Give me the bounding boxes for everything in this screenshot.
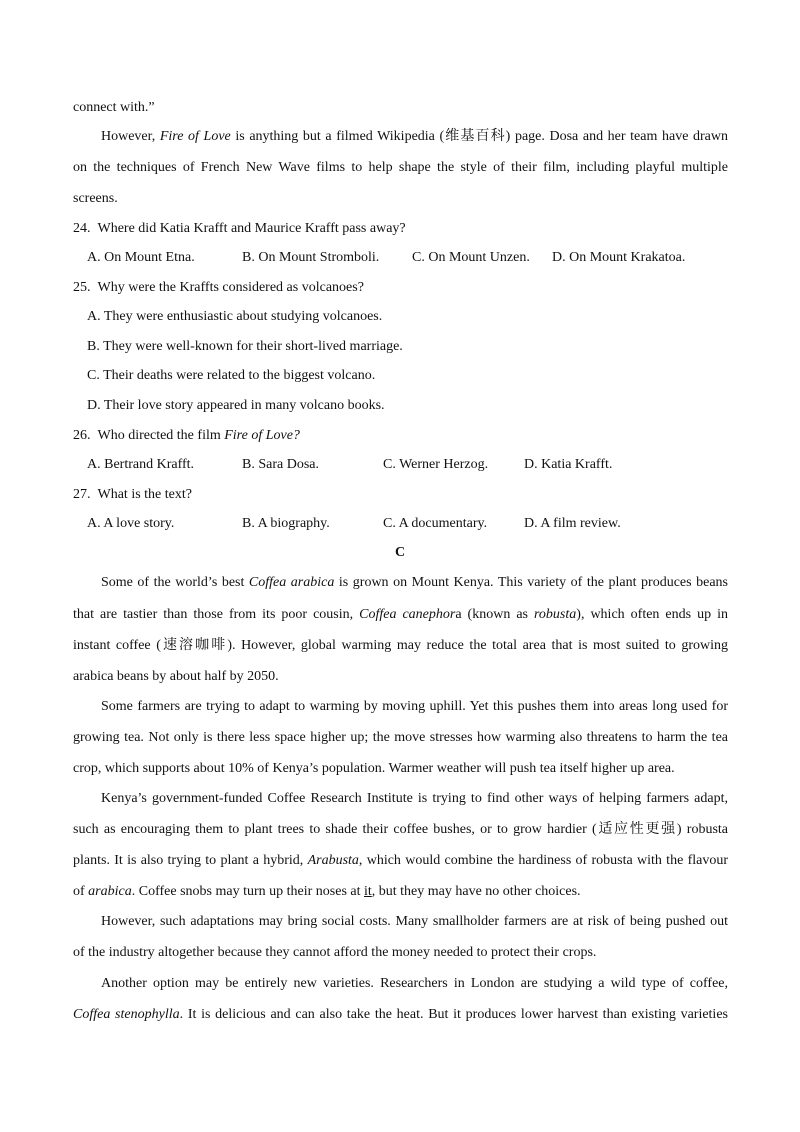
passage-line [101,127,728,147]
passage-line [73,882,728,902]
option-b[interactable]: B. A biography. [242,516,330,531]
question-stem [73,426,728,446]
passage-line [73,605,728,625]
passage-text: such as encouraging them to plant trees to shade their coffee bushes, or to grow hardier (适应性更强) robusta [73,822,728,837]
passage-text: , which would combine the hardiness of robusta with the flavour [358,853,728,868]
passage-line [73,728,728,748]
passage-line [73,158,728,178]
passage-text: . Coffee snobs may turn up their noses at [131,884,364,899]
passage-line [73,189,728,209]
option-a[interactable]: A. A love story. [87,516,175,531]
section-heading: C [394,545,406,560]
passage-line [101,789,728,809]
species-name: arabica [88,884,132,899]
passage-text: connect with.” [73,100,155,115]
passage-text: plants. It is also trying to plant a hybrid, [73,853,308,868]
options-row [87,248,727,268]
options-row [87,514,727,534]
option-b[interactable]: B. On Mount Stromboli. [242,250,380,265]
passage-text: of [73,884,89,899]
option-a[interactable]: A. They were enthusiastic about studying volcanoes. [87,309,383,324]
species-name: Arabusta [307,853,359,868]
passage-text: growing tea. Not only is there less space higher up; the move stresses how warming also threatens to harm the tea [73,730,728,745]
passage-text: Another option may be entirely new varieties. Researchers in London are studying a wild type of coffee, [101,976,728,991]
passage-line [73,759,728,779]
passage-text: arabica beans by about half by 2050. [73,669,279,684]
option-c[interactable]: C. Their deaths were related to the biggest volcano. [87,368,376,383]
passage-text: crop, which supports about 10% of Kenya’s population. Warmer weather will push tea itself higher up area. [73,761,675,776]
question-text: Who directed the film [97,428,225,443]
option-b[interactable]: B. They were well-known for their short-lived marriage. [87,339,403,354]
passage-line [101,974,728,994]
option-c[interactable]: C. A documentary. [383,516,488,531]
question-number: 24. [73,221,91,236]
option-d[interactable]: D. Their love story appeared in many volcano books. [87,398,385,413]
passage-line [73,1005,728,1025]
options-row [87,455,727,475]
passage-text: that are tastier than those from its poor cousin, [73,607,360,622]
passage-text: instant coffee (速溶咖啡). However, global warming may reduce the total area that is most suited to growing [73,638,728,653]
question-text: What is the text? [97,487,192,502]
option-d[interactable]: D. On Mount Krakatoa. [552,250,686,265]
passage-text: on the techniques of French New Wave films to help shape the style of their film, including playful multiple [73,160,728,175]
passage-text: of the industry altogether because they cannot afford the money needed to protect their crops. [73,945,597,960]
species-name: Coffea canephor [359,607,456,622]
question-stem [73,278,728,298]
question-number: 25. [73,280,91,295]
passage-line [101,697,728,717]
question-number: 27. [73,487,91,502]
passage-text: a (known as [455,607,534,622]
passage-line [73,820,728,840]
passage-line [101,912,728,932]
passage-text: However, [101,129,160,144]
species-name: Coffea stenophylla [73,1007,180,1022]
option-b[interactable]: B. Sara Dosa. [242,457,319,472]
option-a[interactable]: A. Bertrand Krafft. [87,457,195,472]
passage-line [73,851,728,871]
species-name: robusta [534,607,577,622]
question-text: Where did Katia Krafft and Maurice Krafft pass away? [97,221,406,236]
option-c[interactable]: C. Werner Herzog. [383,457,489,472]
option-d[interactable]: D. A film review. [524,516,621,531]
option-c[interactable]: C. On Mount Unzen. [412,250,530,265]
passage-line [73,636,728,656]
question-stem [73,219,728,239]
question-text: Why were the Kraffts considered as volcanoes? [97,280,364,295]
passage-text: is anything but a filmed Wikipedia (维基百科) page. Dosa and her team have drawn [230,129,729,144]
question-number: 26. [73,428,91,443]
passage-text: Some of the world’s best [101,575,249,590]
passage-text: . It is delicious and can also take the heat. But it produces lower harvest than existing varieties [179,1007,728,1022]
film-title: Fire of Love [159,129,231,144]
passage-text: screens. [73,191,118,206]
option-d[interactable]: D. Katia Krafft. [524,457,613,472]
passage-text: Kenya’s government-funded Coffee Research Institute is trying to find other ways of helping farmers adapt, [101,791,728,806]
passage-line [101,573,728,593]
passage-text: is grown on Mount Kenya. This variety of the plant produces beans [334,575,729,590]
option-a[interactable]: A. On Mount Etna. [87,250,195,265]
species-name: Coffea arabica [248,575,335,590]
question-stem [73,485,728,505]
passage-text: Some farmers are trying to adapt to warming by moving uphill. Yet this pushes them into areas long used for [101,699,728,714]
passage-line [73,98,728,118]
passage-text: ), which often ends up in [576,607,728,622]
film-title: Fire of Love? [224,428,300,443]
passage-text: However, such adaptations may bring social costs. Many smallholder farmers are at risk of being pushed out [101,914,728,929]
passage-text: , but they may have no other choices. [371,884,581,899]
passage-line [73,943,728,963]
underlined-word: it [364,884,372,899]
passage-line [73,667,728,687]
